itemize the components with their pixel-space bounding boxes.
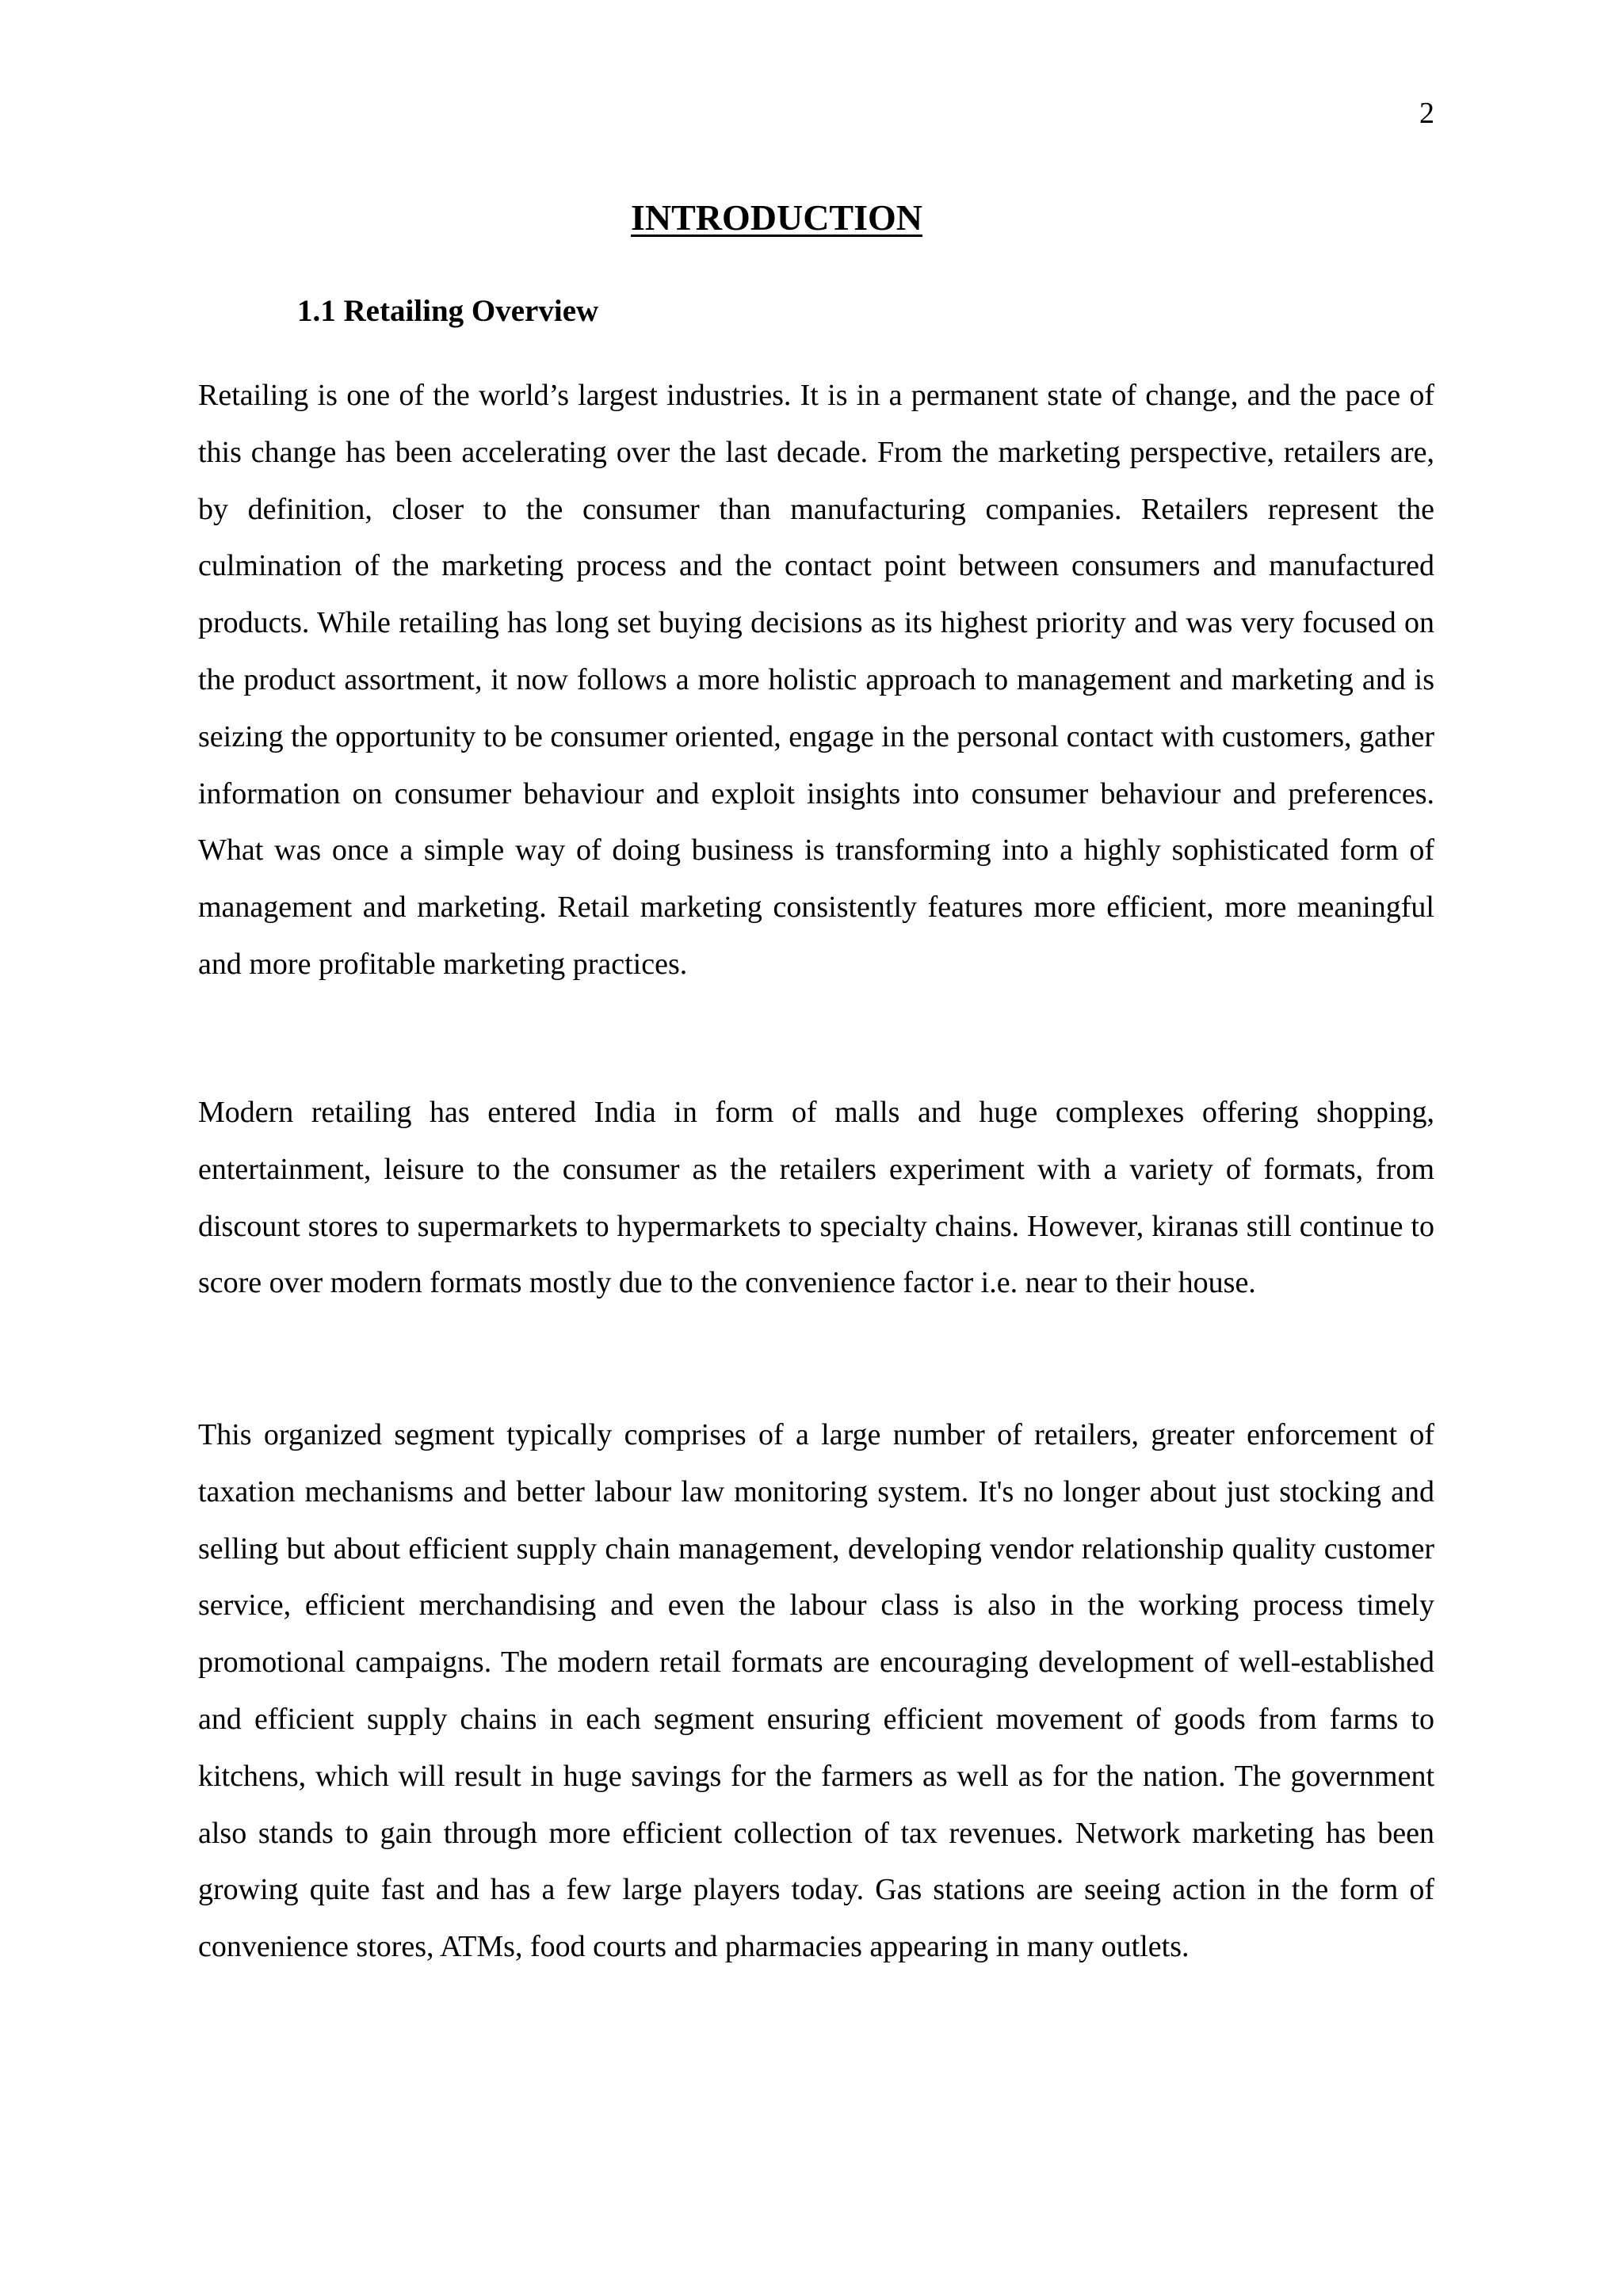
section-heading: 1.1 Retailing Overview	[297, 294, 599, 328]
paragraph-modern-retailing-india: Modern retailing has entered India in form of malls and huge complexes offering shopping, entertainment, leisure to the consumer as the retailers experiment with a variety of formats, from discount stores to supermarkets to hypermarkets to specialty chains. However, kiranas still continue to score over modern formats mostly due to the convenience factor i.e. near to their house.	[198, 1096, 1434, 1300]
page-number: 2	[1419, 97, 1434, 130]
paragraph-organized-segment: This organized segment typically comprises of a large number of retailers, greater enforcement of taxation mechanisms and better labour law monitoring system. It's no longer about just stocking and selling but about efficient supply chain management, developing vendor relationship quality customer service, efficient merchandising and even the labour class is also in the working process timely promotional campaigns. The modern retail formats are encouraging development of well-established and efficient supply chains in each segment ensuring efficient movement of goods from farms to kitchens, which will result in huge savings for the farmers as well as for the nation. The government also stands to gain through more efficient collection of tax revenues. Network marketing has been growing quite fast and has a few large players today. Gas stations are seeing action in the form of convenience stores, ATMs, food courts and pharmacies appearing in many outlets.	[198, 1418, 1434, 1964]
paragraph-retailing-industry: Retailing is one of the world’s largest industries. It is in a permanent state of change, and the pace of this change has been accelerating over the last decade. From the marketing perspective, retailers are, by definition, closer to the consumer than manufacturing companies. Retailers represent the culmination of the marketing process and the contact point between consumers and manufactured products. While retailing has long set buying decisions as its highest priority and was very focused on the product assortment, it now follows a more holistic approach to management and marketing and is seizing the opportunity to be consumer oriented, engage in the personal contact with customers, gather information on consumer behaviour and exploit insights into consumer behaviour and preferences. What was once a simple way of doing business is transforming into a highly sophisticated form of management and marketing. Retail marketing consistently features more efficient, more meaningful and more profitable marketing practices.	[198, 379, 1434, 981]
page-title: INTRODUCTION	[630, 197, 923, 238]
